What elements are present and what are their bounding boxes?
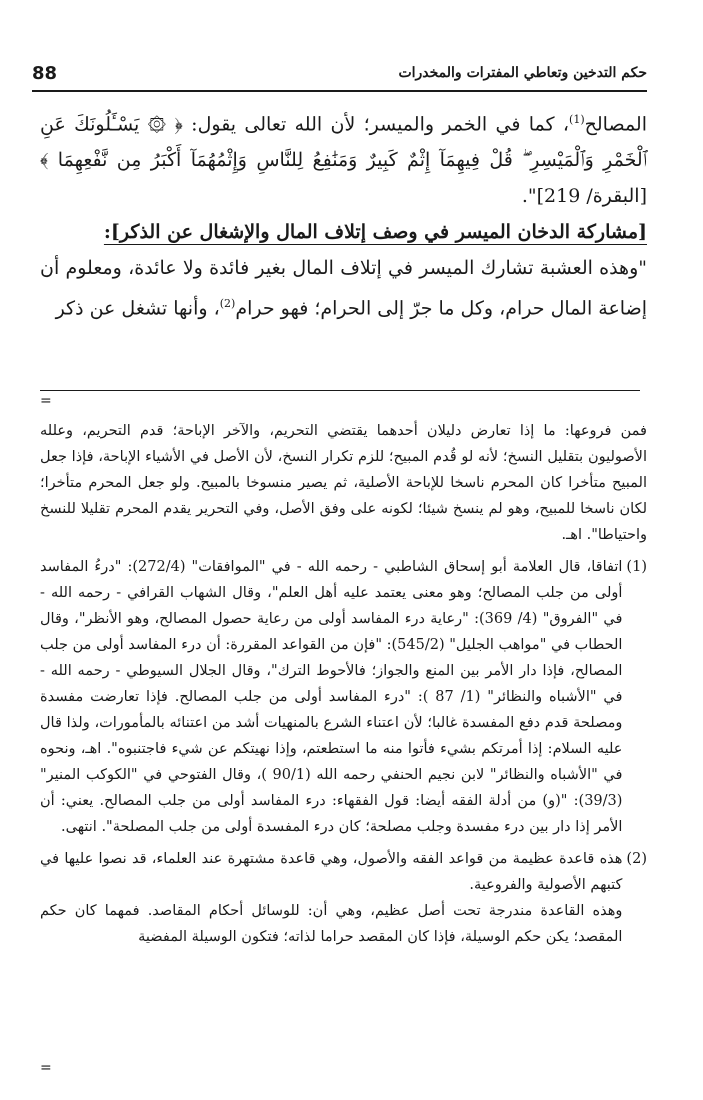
para1-end: [البقرة/ 219]". [521,185,647,208]
para2-start: "وهذه العشبة تشارك الميسر في إتلاف المال بغير فائدة ولا عائدة، ومعلوم أن إضاعة المال حرام، وكل ما جرّ إلى الحرام؛ فهو حرام [40,257,647,320]
continued-mark: = [40,1060,52,1076]
footnote-ref-1: (1) [569,113,585,126]
footnote-2-text [40,846,622,950]
footnotes [40,418,647,950]
footnote-ref-2: (2) [219,297,236,311]
footnote-continuation: فمن فروعها: ما إذا تعارض دليلان أحدهما يقتضي التحريم، والآخر الإباحة؛ قدم التحريم، وعلله الأصوليون بتقليل النسخ؛ لأنه لو قُدم المبيح؛ للزم تكرار النسخ، لأن الأصل في الأشياء الإباحة، فإذا جعل المبيح متأخرا كان المحرم ناسخا للإباحة الأصلية، ثم يصير منسوخا بالمبيح. ولو جعل المحرم متأخرا؛ لكان ناسخا للمبيح، وهو لم ينسخ شيئا؛ لكونه على وفق الأصل، وفي التحرير يقدم المحرم تقليلا للنسخ واحتياطا". اهـ. [40,423,647,543]
footnote-2 [40,846,647,950]
footnote-2-first: هذه قاعدة عظيمة من قواعد الفقه والأصول، وهي قاعدة مشتهرة عند العلماء، قد نصوا عليها في كتبهم الأصولية والفروعية. [40,851,623,893]
main-paragraph-1 [40,102,647,214]
footnote-1-number: (1) [626,559,647,575]
main-text [40,102,647,327]
footnote-2-continuation: وهذه القاعدة مندرجة تحت أصل عظيم، وهي أن: للوسائل أحكام المقاصد. فمهما كان حكم المقصد؛ يكن حكم الوسيلة، فإذا كان المقصد حراما لذاته؛ فتكون الوسيلة المفضية [40,903,623,945]
footnote-2-number: (2) [626,851,647,867]
section-heading: [مشاركة الدخان الميسر في وصف إتلاف المال والإشغال عن الذكر]: [103,221,647,244]
para2-end: ، وأنها تشغل عن ذكر [55,297,220,320]
footnote-divider [40,390,640,391]
footnote-1 [40,554,647,840]
main-paragraph-2 [40,250,647,326]
para1-start: المصالح [584,113,647,136]
quran-verse: ﴿ ۞ يَسْـَٔلُونَكَ عَنِ ٱلْخَمْرِ وَٱلْمَيْسِرِ ۖ قُلْ فِيهِمَآ إِثْمٌ كَبِيرٌ وَمَنَٰفِعُ لِلنَّاسِ وَإِثْمُهُمَآ أَكْبَرُ مِن نَّفْعِهِمَا ﴾ [40,113,647,172]
continuation-mark: = [40,393,52,409]
page-header [32,56,647,92]
page-number: 88 [32,62,58,84]
para1-mid: ، كما في الخمر والميسر؛ لأن الله تعالى يقول: [182,113,570,136]
running-title: حكم التدخين وتعاطي المفترات والمخدرات [398,65,647,81]
footnote-1-text: اتفاقا، قال العلامة أبو إسحاق الشاطبي - رحمه الله - في "الموافقات" (272/4): "درءُ المفاسد أولى من جلب المصالح؛ وهو معنى يعتمد عليه أهل العلم"، وقال الشهاب القرافي - رحمه الله - في "الفروق" (4/ 369): "رعاية درء المفاسد أولى من رعاية حصول المصالح، وهو الأنظر"، وقال الحطاب في "مواهب الجليل" (545/2): "فإن من القواعد المقررة: أن درء المفاسد أولى من جلب المصالح، فإذا دار الأمر بين المنع والجواز؛ فالأحوط الترك"، وقال الجلال السيوطي - رحمه الله - في "الأشباه والنظائر" (1/ 87 ): "درء المفاسد أولى من جلب المصالح. فإذا تعارضت مفسدة ومصلحة قدم دفع المفسدة غالبا؛ لأن اعتناء الشرع بالمنهيات أشد من اعتنائه بالمأمورات، ولذا قال عليه السلام: إذا أمرتكم بشيء فأتوا منه ما استطعتم، وإذا نهيتكم عن شيء فاجتنبوه". اهـ، ونحوه في "الأشباه والنظائر" لابن نجيم الحنفي رحمه الله (90/1 )، وقال الفتوحي في "الكوكب المنير" (39/3): "(و) من أدلة الفقه أيضا: قول الفقهاء: درء المفاسد أولى من جلب المصالح. يعني: أن الأمر إذا دار بين درء مفسدة وجلب مصلحة؛ كان درء المفسدة أولى من جلب المصلحة". انتهى. [40,559,623,835]
